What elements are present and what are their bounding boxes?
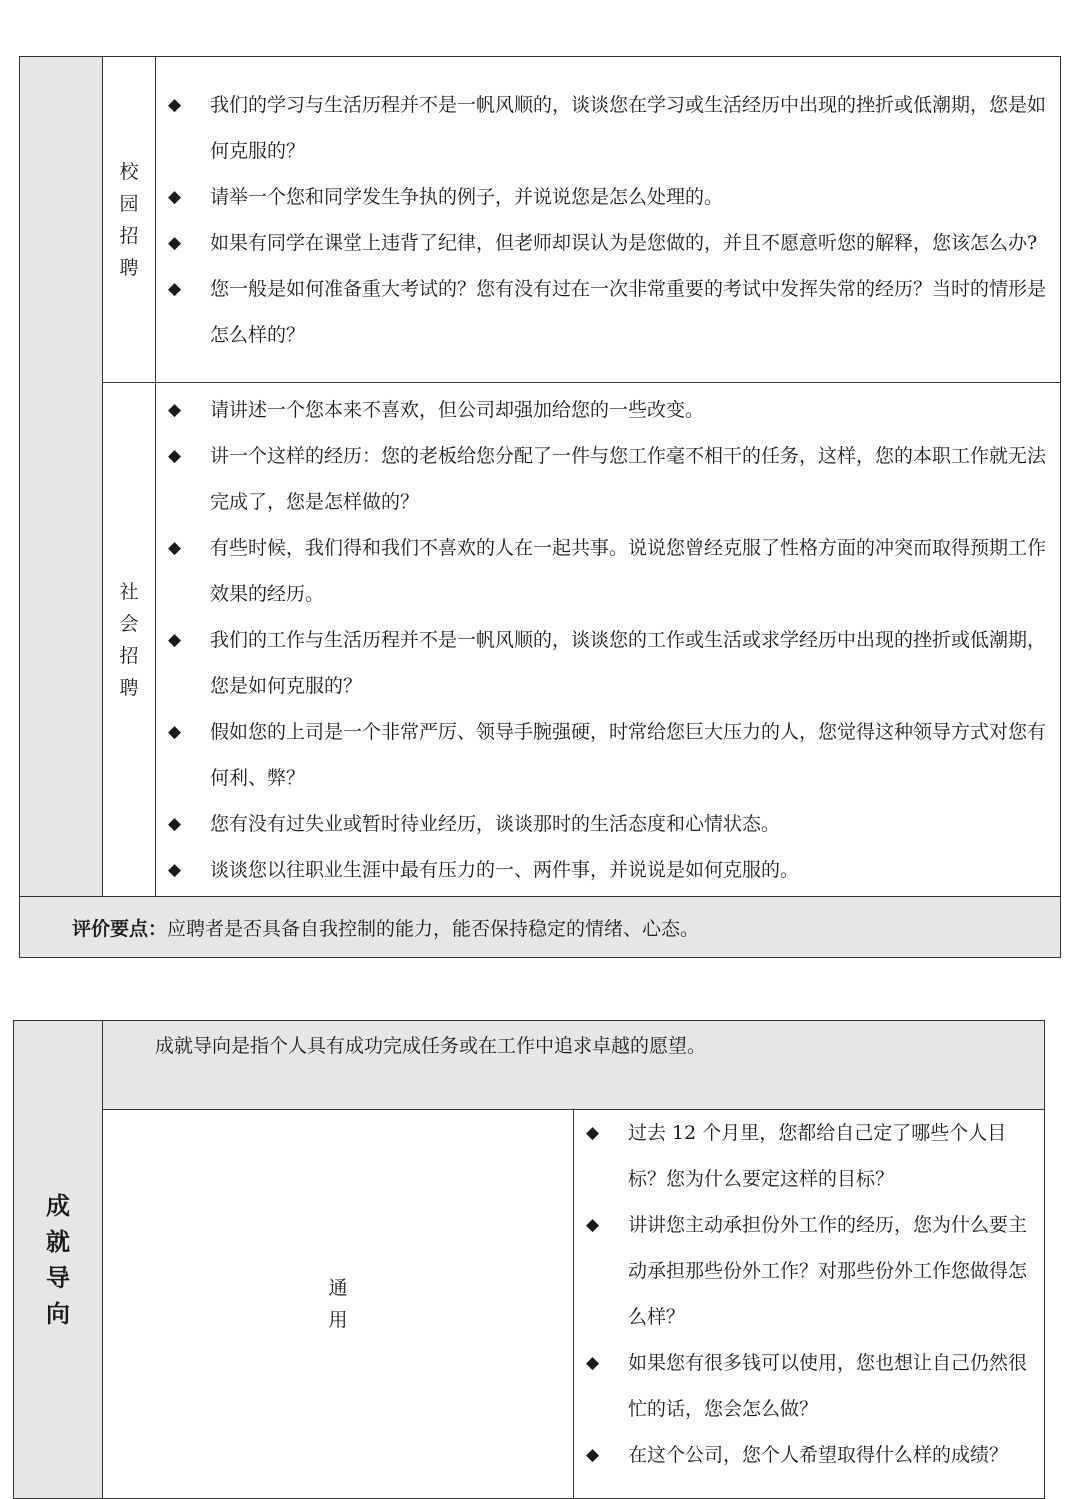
question-list-campus (156, 57, 1061, 383)
diamond-bullet-icon: ◆ (168, 813, 182, 834)
list-item: ◆ 如果有同学在课堂上违背了纪律，但老师却误认为是您做的，并且不愿意听您的解释，您该怎么办? (168, 220, 1050, 266)
question-list-general (574, 1110, 1045, 1499)
diamond-bullet-icon: ◆ (168, 186, 182, 207)
list-item: ◆ 请举一个您和同学发生争执的例子，并说说您是怎么处理的。 (168, 174, 1050, 220)
list-item: ◆ 在这个公司，您个人希望取得什么样的成绩？ (586, 1432, 1034, 1478)
list-item: ◆ 有些时候，我们得和我们不喜欢的人在一起共事。说说您曾经克服了性格方面的冲突而取得预期工作效果的经历。 (168, 525, 1050, 617)
diamond-bullet-icon: ◆ (168, 399, 182, 420)
category-description: 成就导向是指个人具有成功完成任务或在工作中追求卓越的愿望。 (103, 1021, 1045, 1110)
group-label-general: 通 用 (103, 1110, 574, 1499)
diamond-bullet-icon: ◆ (586, 1445, 600, 1465)
list-item: ◆ 我们的工作与生活历程并不是一帆风顺的，谈谈您的工作或生活或求学经历中出现的挫折或低潮期，您是如何克服的？ (168, 617, 1050, 709)
category-label-achievement: 成 就 导 向 (14, 1021, 103, 1499)
diamond-bullet-icon: ◆ (168, 721, 182, 742)
list-item: ◆ 谈谈您以往职业生涯中最有压力的一、两件事，并说说是如何克服的。 (168, 847, 1050, 893)
diamond-bullet-icon: ◆ (168, 859, 182, 880)
category-cell (20, 57, 103, 897)
diamond-bullet-icon: ◆ (586, 1215, 600, 1235)
evaluation-points (20, 897, 1061, 958)
diamond-bullet-icon: ◆ (168, 232, 182, 253)
diamond-bullet-icon: ◆ (168, 445, 182, 466)
diamond-bullet-icon: ◆ (168, 278, 182, 299)
diamond-bullet-icon: ◆ (586, 1123, 600, 1143)
diamond-bullet-icon: ◆ (168, 537, 182, 558)
behavior-interview-table (19, 56, 1061, 958)
achievement-orientation-table (13, 1020, 1045, 1499)
list-item: ◆ 如果您有很多钱可以使用，您也想让自己仍然很忙的话，您会怎么做？ (586, 1340, 1034, 1432)
question-list-social (156, 383, 1061, 897)
evaluation-text: 应聘者是否具备自我控制的能力，能否保持稳定的情绪、心态。 (167, 917, 700, 940)
list-item: ◆ 讲讲您主动承担份外工作的经历，您为什么要主动承担那些份外工作？对那些份外工作您做得怎么样？ (586, 1202, 1034, 1340)
list-item: ◆ 假如您的上司是一个非常严厉、领导手腕强硬，时常给您巨大压力的人，您觉得这种领导方式对您有何利、弊？ (168, 709, 1050, 801)
diamond-bullet-icon: ◆ (168, 629, 182, 650)
list-item: ◆ 您一般是如何准备重大考试的？您有没有过在一次非常重要的考试中发挥失常的经历？当时的情形是怎么样的？ (168, 266, 1050, 358)
evaluation-label: 评价要点： (72, 917, 168, 940)
diamond-bullet-icon: ◆ (168, 94, 182, 115)
list-item: ◆ 您有没有过失业或暂时待业经历，谈谈那时的生活态度和心情状态。 (168, 801, 1050, 847)
group-label-campus: 校 园 招 聘 (103, 57, 156, 383)
list-item: ◆ 讲一个这样的经历：您的老板给您分配了一件与您工作毫不相干的任务，这样，您的本职工作就无法完成了，您是怎样做的？ (168, 433, 1050, 525)
list-item: ◆ 过去 12 个月里，您都给自己定了哪些个人目标？您为什么要定这样的目标？ (586, 1110, 1034, 1202)
diamond-bullet-icon: ◆ (586, 1353, 600, 1373)
list-item: ◆ 我们的学习与生活历程并不是一帆风顺的，谈谈您在学习或生活经历中出现的挫折或低潮期，您是如何克服的？ (168, 82, 1050, 174)
list-item: ◆ 请讲述一个您本来不喜欢，但公司却强加给您的一些改变。 (168, 387, 1050, 433)
group-label-social: 社 会 招 聘 (103, 383, 156, 897)
